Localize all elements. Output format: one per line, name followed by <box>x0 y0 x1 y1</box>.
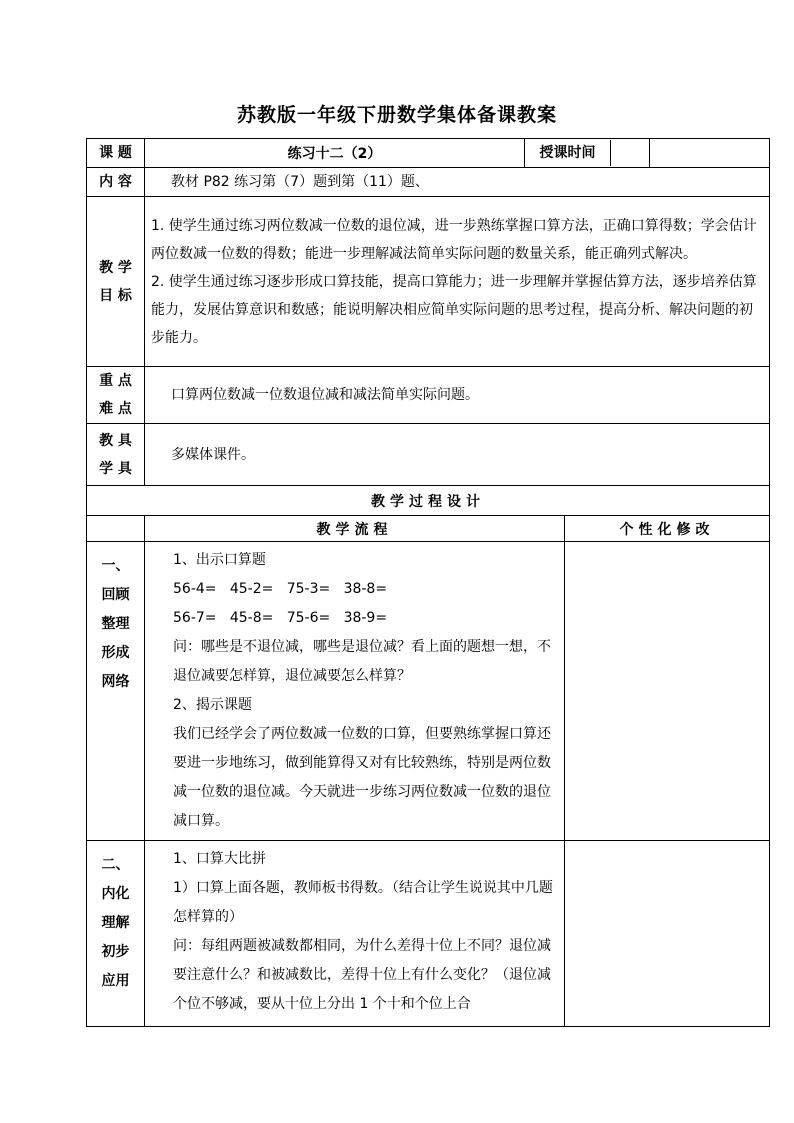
stage-1-line: 56-7= 45-8= 75-6= 38-9= <box>173 610 388 626</box>
stage-1-label-4: 网络 <box>101 674 130 690</box>
goals-label-2: 目 标 <box>99 287 132 304</box>
key-points-row <box>87 367 770 424</box>
stage-1-line: 1、出示口算题 <box>173 552 266 568</box>
stage-2-label-1: 内化 <box>101 886 130 902</box>
stage-2-label-0: 二、 <box>101 857 130 873</box>
class-time-value <box>650 139 770 168</box>
stage-1-line: 2、揭示课题 <box>173 697 252 713</box>
section-header: 教学过程设计 <box>87 486 770 516</box>
stage-2-modify-cell <box>565 841 770 1027</box>
key-label-1: 重 点 <box>99 373 132 389</box>
content-value: 教材 P82 练习第（7）题到第（11）题、 <box>145 168 770 197</box>
section-header-row <box>87 486 770 516</box>
tools-label-2: 学 具 <box>99 460 132 477</box>
stage-2-line: 1）口算上面各题，教师板书得数。（结合让学生说说其中几题怎样算的） <box>173 880 553 925</box>
stage-1-label-1: 回顾 <box>101 587 130 603</box>
stage-2-line: 1、口算大比拼 <box>173 851 266 867</box>
page-title: 苏教版一年级下册数学集体备课教案 <box>236 104 557 126</box>
stage-1-label-3: 形成 <box>101 645 130 661</box>
content-label: 内 容 <box>87 168 145 197</box>
goals-row <box>87 197 770 367</box>
goals-label-1: 教 学 <box>99 259 132 276</box>
stage-1-line: 我们已经学会了两位数减一位数的口算，但要熟练掌握口算还要进一步地练习，做到能算得又对有比较熟练，特别是两位数减一位数的退位减。今天就进一步练习两位数减一位数的退位减口算。 <box>173 726 551 829</box>
goal-2: 2. 使学生通过练习逐步形成口算技能，提高口算能力；进一步理解并掌握估算方法，逐步培养估算能力，发展估算意识和数感；能说明解决相应简单实际问题的思考过程，提高分析、解决问题的初步能力。 <box>151 273 757 346</box>
class-time-label: 授课时间 <box>525 140 611 166</box>
topic-row <box>87 139 770 168</box>
flow-header: 教学流程 <box>145 516 565 542</box>
stage-2-label-4: 应用 <box>101 973 130 989</box>
content-row <box>87 168 770 197</box>
stage-1-row <box>87 542 770 841</box>
modify-header: 个性化修改 <box>565 516 770 542</box>
goal-1: 1. 使学生通过练习两位数减一位数的退位减，进一步熟练掌握口算方法，正确口算得数；学会估计两位数减一位数的得数；能进一步理解减法简单实际问题的数量关系，能正确列式解决。 <box>151 217 757 262</box>
topic-value: 练习十二（2） <box>145 139 525 168</box>
stage-1-label-0: 一、 <box>101 558 130 574</box>
stage-1-line: 问：哪些是不退位减，哪些是退位减？看上面的题想一想，不退位减要怎样算，退位减要怎么样算？ <box>173 639 551 684</box>
stage-2-line: 问：每组两题被减数都相同，为什么差得十位上不同？退位减要注意什么？和被减数比，差得十位上有什么变化？（退位减个位不够减，要从十位上分出 1 个十和个位上合 <box>173 938 551 1012</box>
key-points-value: 口算两位数减一位数退位减和减法简单实际问题。 <box>145 367 770 424</box>
topic-label: 课 题 <box>87 139 145 168</box>
key-label-2: 难 点 <box>99 401 132 417</box>
stage-2-row <box>87 841 770 1027</box>
stage-1-label-2: 整理 <box>101 616 130 632</box>
tools-row <box>87 424 770 486</box>
stage-2-label-2: 理解 <box>101 915 130 931</box>
tools-value: 多媒体课件。 <box>145 424 770 486</box>
lesson-plan-table <box>86 138 770 1027</box>
stage-1-line: 56-4= 45-2= 75-3= 38-8= <box>173 581 388 597</box>
column-header-row <box>87 516 770 542</box>
tools-label-1: 教 具 <box>99 432 132 449</box>
stage-1-modify-cell <box>565 542 770 841</box>
stage-2-label-3: 初步 <box>101 944 130 960</box>
